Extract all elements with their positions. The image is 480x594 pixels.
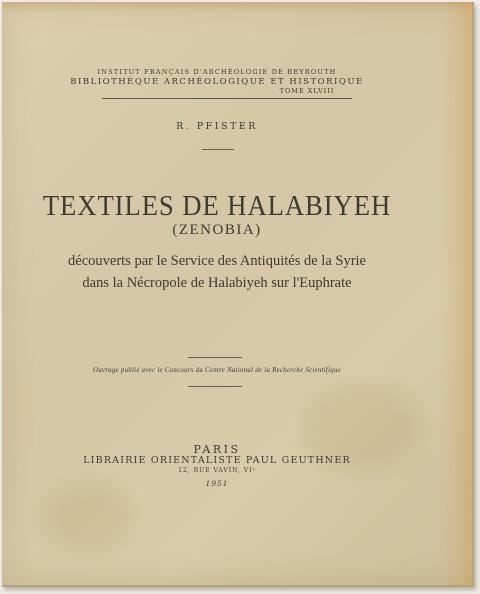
description-line-2: dans la Nécropole de Halabiyeh sur l'Euphrate xyxy=(82,275,352,291)
series-institute: INSTITUT FRANÇAIS D'ARCHÉOLOGIE DE BEYROUTH xyxy=(97,68,337,76)
note-top-rule xyxy=(188,357,242,358)
publication-note: Ouvrage publié avec le Concours du Centre National de la Recherche Scientifique xyxy=(93,367,341,374)
book-title: TEXTILES DE HALABIYEH xyxy=(42,190,392,222)
publisher-name: LIBRAIRIE ORIENTALISTE PAUL GEUTHNER xyxy=(83,455,351,466)
series-volume: TOME XLVIII xyxy=(279,87,335,95)
series-name: BIBLIOTHÈQUE ARCHÉOLOGIQUE ET HISTORIQUE xyxy=(70,77,364,87)
publisher-address: 12, RUE VAVIN, VIᵉ xyxy=(178,467,256,474)
author-name: R. PFISTER xyxy=(176,121,258,132)
book-subtitle: (ZENOBIA) xyxy=(172,222,262,238)
publication-city: PARIS xyxy=(193,443,241,456)
book-cover xyxy=(2,2,474,587)
paper-stain xyxy=(42,482,132,552)
cover-top-edge-discoloration xyxy=(2,2,472,12)
publication-year: 1951 xyxy=(205,479,229,488)
note-bottom-rule xyxy=(188,386,242,387)
description-line-1: découverts par le Service des Antiquités de la Syrie xyxy=(68,253,366,269)
author-divider-rule xyxy=(202,149,234,150)
series-divider-rule xyxy=(102,98,352,99)
